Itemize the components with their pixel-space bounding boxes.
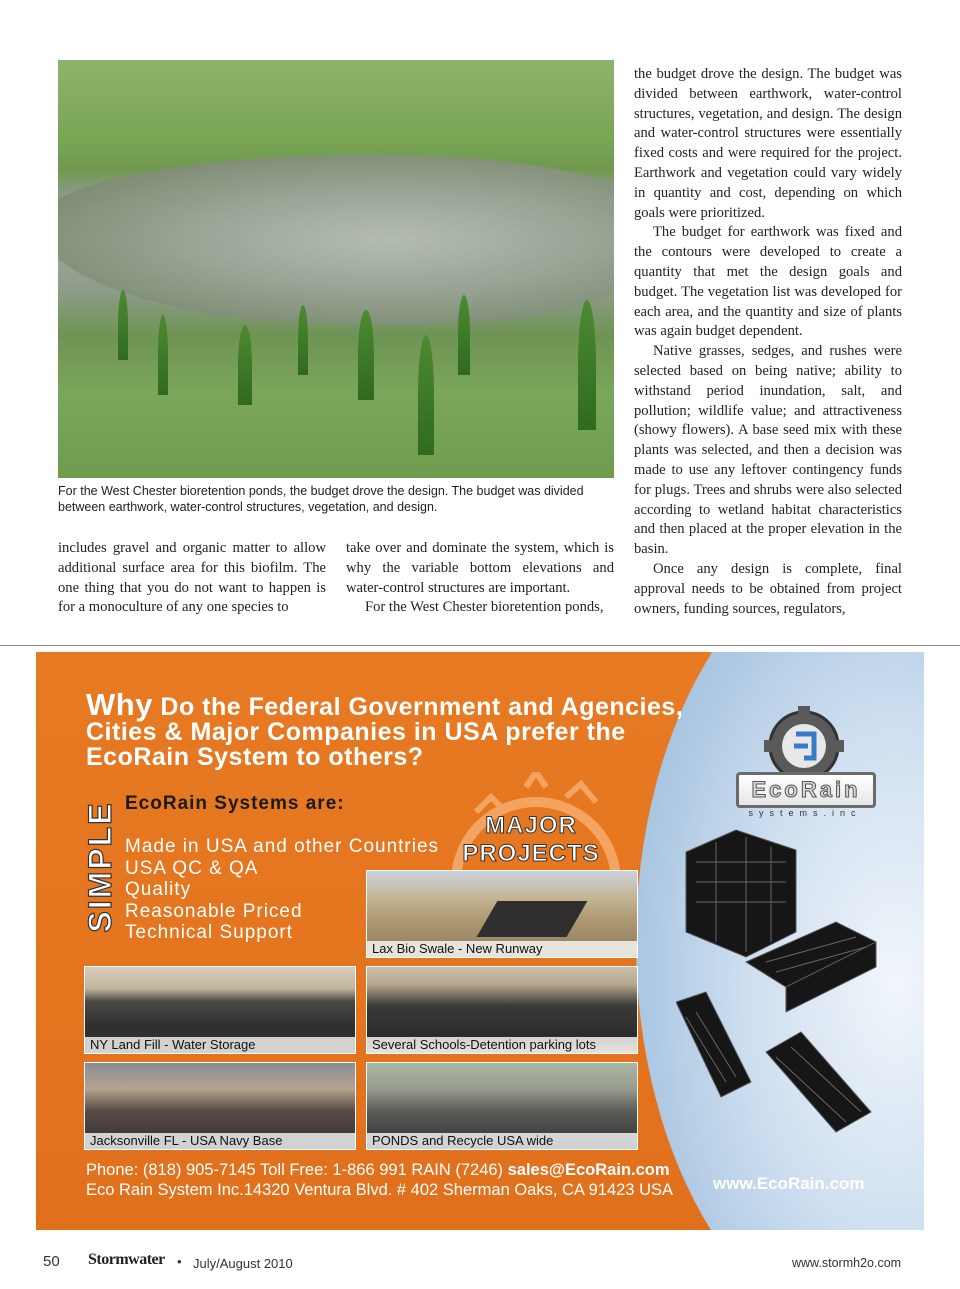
- footer-separator: •: [177, 1254, 182, 1269]
- rain-tank-modules-illustration: [676, 822, 906, 1152]
- feature-item: USA QC & QA: [125, 857, 259, 879]
- headline-why: Why: [86, 687, 153, 722]
- feature-item: Technical Support: [125, 922, 294, 943]
- column-paragraph: take over and dominate the system, which is why the variable bottom elevations and water-control structures are important.: [346, 540, 614, 596]
- column-paragraph: includes gravel and organic matter to allow additional surface area for this biofilm. The one thing that you do not want to happen is for a monoculture of any one species to: [58, 540, 326, 616]
- headline-rest: Do the Federal Government and Agencies, Cities & Major Companies in USA prefer the EcoRain System to others?: [86, 693, 684, 771]
- column-paragraph: The budget for earthwork was fixed and the contours were developed to create a quantity that met the design goals and budget. The vegetation list was developed for each area, and the quantity and size of plants was again budget dependent.: [634, 224, 902, 340]
- reed-clump: [358, 310, 374, 400]
- feature-item: Quality: [125, 879, 192, 900]
- column-paragraph: the budget drove the design. The budget was divided between earthwork, water-control structures, vegetation, and design. The design and water-control structures were essentially fixed costs and were required for the project. Earthwork and vegetation could vary widely in quantity and cost, depending on which goals were prioritized.: [634, 66, 902, 221]
- project-label: Lax Bio Swale - New Runway: [367, 941, 637, 957]
- project-photo-runway: [366, 870, 638, 958]
- pond-water: [58, 155, 614, 325]
- feature-item: Reasonable Priced: [125, 900, 303, 922]
- ecorain-logo-subtitle: systems.inc: [748, 808, 862, 818]
- reed-clump: [158, 315, 168, 395]
- project-label: Jacksonville FL - USA Navy Base: [85, 1133, 355, 1149]
- article-column-2: [346, 539, 614, 618]
- project-label: Several Schools-Detention parking lots: [367, 1037, 637, 1053]
- project-photo-jacksonville: [84, 1062, 356, 1150]
- article-column-3: [634, 65, 902, 619]
- ad-headline: [86, 687, 726, 771]
- systems-heading: EcoRain Systems are:: [125, 793, 345, 814]
- reed-clump: [298, 305, 308, 375]
- reed-clump: [458, 295, 470, 375]
- sales-email-link[interactable]: sales@EcoRain.com: [507, 1161, 670, 1179]
- article-column-1: [58, 539, 326, 618]
- simple-vertical-label: SIMPLE: [82, 801, 118, 933]
- reed-clump: [238, 325, 252, 405]
- feature-item: Made in USA and other Countries: [125, 836, 440, 857]
- project-label: PONDS and Recycle USA wide: [367, 1133, 637, 1149]
- reed-clump: [118, 290, 128, 360]
- issue-date: July/August 2010: [193, 1256, 293, 1271]
- section-divider: [0, 645, 960, 646]
- ecorain-advertisement: [36, 652, 924, 1230]
- phone-text: Phone: (818) 905-7145 Toll Free: 1-866 991 RAIN (7246): [86, 1161, 508, 1179]
- reed-clump: [418, 335, 434, 455]
- bioretention-pond-photo: [58, 60, 614, 478]
- storage-block: [477, 901, 588, 937]
- contact-phone-line: [86, 1160, 670, 1180]
- project-photo-ny-landfill: [84, 966, 356, 1054]
- major-projects-title: MAJOR PROJECTS: [462, 812, 600, 867]
- page-number: 50: [43, 1253, 60, 1270]
- column-paragraph: For the West Chester bioretention ponds,: [365, 599, 604, 616]
- project-photo-schools: [366, 966, 638, 1054]
- simple-vertical-wrap: [82, 792, 118, 942]
- photo-caption: For the West Chester bioretention ponds, the budget drove the design. The budget was divided between earthwork, water-control structures, vegetation, and design.: [58, 484, 584, 514]
- project-label: NY Land Fill - Water Storage: [85, 1037, 355, 1053]
- magazine-url[interactable]: www.stormh2o.com: [792, 1256, 902, 1270]
- magazine-name: Stormwater: [88, 1251, 165, 1268]
- reed-clump: [578, 300, 596, 430]
- ecorain-logo-wordmark: EcoRain: [736, 772, 876, 808]
- ecorain-website-link[interactable]: www.EcoRain.com: [713, 1174, 865, 1193]
- contact-address: Eco Rain System Inc.14320 Ventura Blvd. # 402 Sherman Oaks, CA 91423 USA: [86, 1181, 673, 1199]
- project-photo-ponds: [366, 1062, 638, 1150]
- column-paragraph: Once any design is complete, final approval needs to be obtained from project owners, funding sources, regulators,: [634, 560, 902, 617]
- column-paragraph: Native grasses, sedges, and rushes were selected based on being native; ability to withstand period inundation, salt, and pollution; wildlife value; and attractiveness (showy flowers). A base seed mix with these plants was selected, and then a decision was made to use any leftover contingency funds for plugs. Trees and shrubs were also selected according to wetland habitat characteristics and then placed at the proper elevation in the basin.: [634, 343, 902, 558]
